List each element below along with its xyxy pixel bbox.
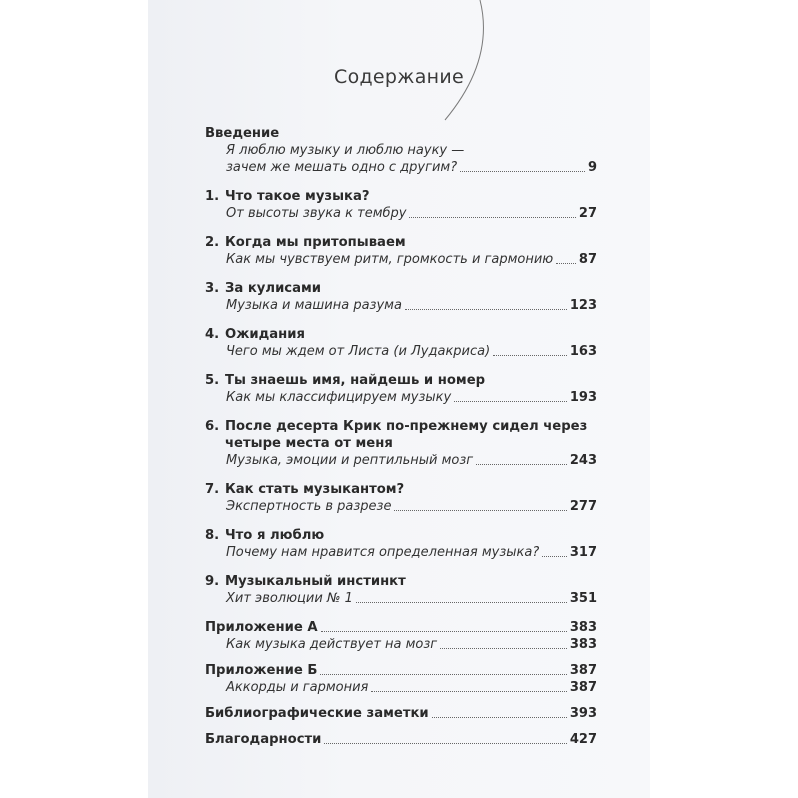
page-number: 383 [569,637,597,652]
page-number: 387 [569,663,597,678]
appendix-subtitle: Аккорды и гармония [226,680,369,695]
toc-entry-chapter-6 [205,418,597,469]
toc-entry-chapter-1 [205,188,597,222]
appendix-title: Приложение Б [205,663,318,678]
dot-leader [321,631,567,632]
page-number: 27 [578,206,597,221]
chapter-number: 9. [205,574,220,589]
dot-leader [454,401,567,402]
page-number: 87 [578,252,597,267]
page-number: 163 [569,344,597,359]
toc-entry-appendix-a [205,619,597,653]
chapter-number: 6. [205,419,220,434]
chapter-subtitle: От высоты звука к тембру [226,206,407,221]
table-of-contents [205,125,597,748]
page-number: 9 [587,160,597,175]
page-number: 383 [569,620,597,635]
toc-entry-appendix-b [205,662,597,696]
dot-leader [356,602,567,603]
dot-leader [320,674,566,675]
dot-leader [556,263,576,264]
chapter-title: Когда мы притопываем [225,235,406,250]
chapter-number: 3. [205,281,220,296]
page-number: 393 [569,706,597,721]
chapter-subtitle: Экспертность в разрезе [226,499,392,514]
toc-entry-intro [205,125,597,176]
page-number: 123 [569,298,597,313]
toc-entry-chapter-2 [205,234,597,268]
page-number: 427 [569,732,597,747]
chapter-title-line2: четыре места от меня [225,436,393,451]
chapter-number: 1. [205,189,220,204]
page-number: 317 [569,545,597,560]
chapter-title: Что такое музыка? [225,189,370,204]
dot-leader [493,355,567,356]
page-number: 243 [569,453,597,468]
toc-entry-bibliography [205,705,597,722]
dot-leader [371,691,567,692]
intro-title: Введение [205,126,280,141]
chapter-subtitle: Чего мы ждем от Листа (и Лудакриса) [226,344,491,359]
chapter-subtitle: Хит эволюции № 1 [226,591,353,606]
chapter-title: Как стать музыкантом? [225,482,405,497]
dot-leader [409,217,575,218]
appendix-title: Приложение А [205,620,318,635]
page-title: Содержание [334,66,464,88]
bibliography-title: Библиографические заметки [205,706,429,721]
toc-entry-chapter-9 [205,573,597,607]
chapter-title: Музыкальный инстинкт [225,574,406,589]
chapter-subtitle: Как мы чувствуем ритм, громкость и гармонию [226,252,554,267]
page-number: 351 [569,591,597,606]
intro-subtitle-line2: зачем же мешать одно с другим? [226,160,458,175]
chapter-number: 4. [205,327,220,342]
dot-leader [476,464,567,465]
appendix-subtitle: Как музыка действует на мозг [226,637,438,652]
chapter-subtitle: Почему нам нравится определенная музыка? [226,545,540,560]
dot-leader [394,510,566,511]
page-number: 387 [569,680,597,695]
chapter-number: 8. [205,528,220,543]
chapter-subtitle: Музыка, эмоции и рептильный мозг [226,453,474,468]
dot-leader [405,309,567,310]
chapter-number: 2. [205,235,220,250]
dot-leader [432,717,567,718]
toc-entry-chapter-5 [205,372,597,406]
page-number: 277 [569,499,597,514]
chapter-title: Что я люблю [225,528,325,543]
dot-leader [542,556,567,557]
intro-subtitle-line1: Я люблю музыку и люблю науку — [226,143,465,158]
dot-leader [440,648,567,649]
decorative-arc [420,0,510,130]
page-number: 193 [569,390,597,405]
chapter-number: 7. [205,482,220,497]
toc-entry-chapter-7 [205,481,597,515]
dot-leader [460,171,585,172]
toc-entry-chapter-4 [205,326,597,360]
chapter-title: Ты знаешь имя, найдешь и номер [225,373,486,388]
toc-entry-chapter-8 [205,527,597,561]
chapter-title-line1: После десерта Крик по-прежнему сидел через [225,419,588,434]
acknowledgements-title: Благодарности [205,732,322,747]
chapter-title: За кулисами [225,281,322,296]
chapter-number: 5. [205,373,220,388]
toc-entry-acknowledgements [205,731,597,748]
chapter-subtitle: Как мы классифицируем музыку [226,390,452,405]
chapter-title: Ожидания [225,327,305,342]
toc-entry-chapter-3 [205,280,597,314]
dot-leader [324,743,566,744]
chapter-subtitle: Музыка и машина разума [226,298,402,313]
